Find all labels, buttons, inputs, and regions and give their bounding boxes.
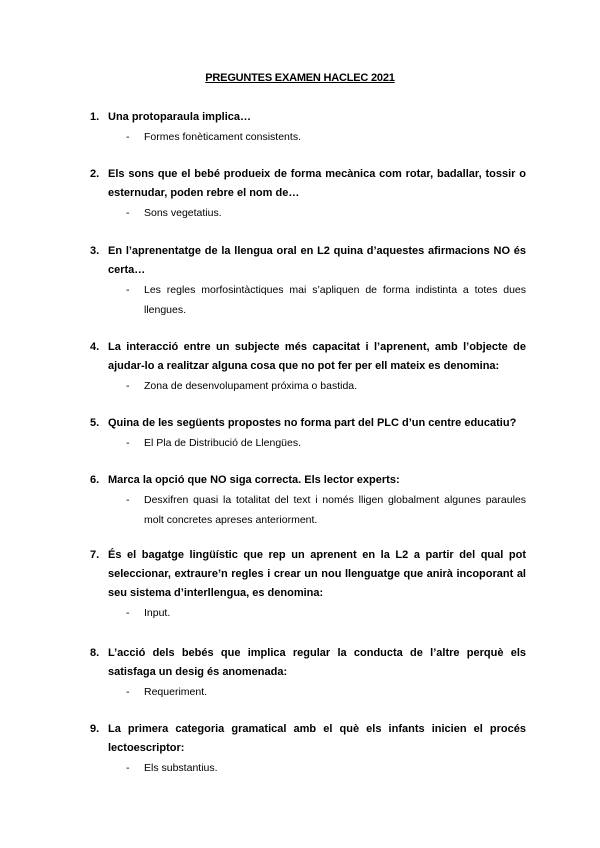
question-text: L’acció dels bebés que implica regular la conducta de l’altre perquè els satisfaga un desig és anomenada: [108,647,526,678]
question-item-5 [90,414,526,453]
answer-dash: - [126,207,130,219]
answer-text: Sons vegetatius. [144,207,222,219]
question-item-8 [90,644,526,702]
question-number: 6. [90,474,100,486]
question-number: 3. [90,245,100,257]
question-number: 9. [90,723,100,735]
question-number: 2. [90,168,100,180]
answer-text: Input. [144,607,171,619]
question-number: 8. [90,647,100,659]
question-number: 1. [90,111,100,123]
question-text: La primera categoria gramatical amb el què els infants inicien el procés lectoescriptor: [108,723,526,754]
question-text: Els sons que el bebé produeix de forma mecànica com rotar, badallar, tossir o esternudar, poden rebre el nom de… [108,168,526,199]
question-item-9 [90,720,526,778]
answer-dash: - [126,494,130,506]
answer-dash: - [126,380,130,392]
answer-dash: - [126,607,130,619]
question-item-7 [90,546,526,623]
question-text: Una protoparaula implica… [108,111,252,123]
question-number: 4. [90,341,100,353]
answer-text: Els substantius. [144,762,218,774]
question-item-2 [90,165,526,223]
answer-text: Les regles morfosintàctiques mai s’apliquen de forma indistinta a totes dues llengues. [144,284,526,316]
question-text: Quina de les següents propostes no forma part del PLC d’un centre educatiu? [108,417,517,429]
answer-dash: - [126,437,130,449]
answer-text: Requeriment. [144,686,208,698]
answer-text: Zona de desenvolupament próxima o bastida. [144,380,358,392]
document-title: PREGUNTES EXAMEN HACLEC 2021 [205,72,395,84]
question-text: Marca la opció que NO siga correcta. Els lector experts: [108,474,400,486]
question-text: És el bagatge lingüístic que rep un aprenent en la L2 a partir del qual pot seleccionar, extraure’n regles i crear un nou llenguatge que anirà incoporant al seu sistema d’interllengua, es denomina: [108,549,526,599]
question-text: La interacció entre un subjecte més capacitat i l’aprenent, amb l’objecte de ajudar-lo a realitzar alguna cosa que no pot fer per ell mateix es denomina: [108,341,526,372]
question-item-3 [90,242,526,320]
answer-text: Formes fonèticament consistents. [144,131,301,143]
answer-dash: - [126,762,130,774]
question-item-4 [90,338,526,396]
answer-text: El Pla de Distribució de Llengües. [144,437,302,449]
question-number: 7. [90,549,100,561]
answer-dash: - [126,131,130,143]
question-text: En l’aprenentatge de la llengua oral en L2 quina d’aquestes afirmacions NO és certa… [108,245,526,276]
answer-dash: - [126,686,130,698]
question-item-1 [90,108,526,147]
question-item-6 [90,471,526,530]
answer-text: Desxifren quasi la totalitat del text i només lligen globalment algunes paraules molt concretes apreses anteriorment. [144,494,526,526]
answer-dash: - [126,284,130,296]
question-number: 5. [90,417,100,429]
